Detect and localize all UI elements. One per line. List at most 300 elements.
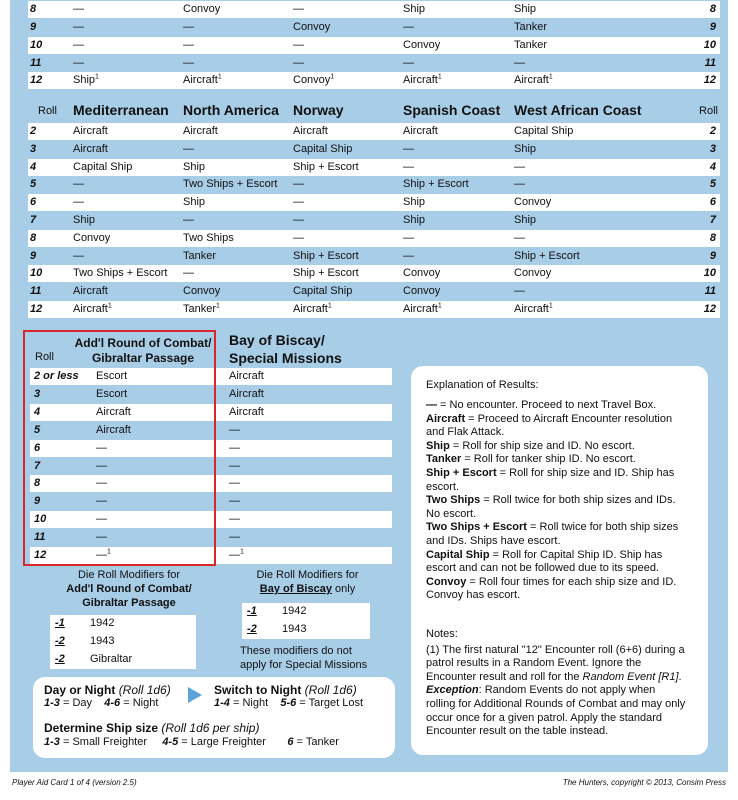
header-mediterranean: Mediterranean [73, 102, 169, 118]
cell-text: Ship + Escort [293, 160, 359, 173]
cell-text: 6 [709, 196, 716, 209]
cell-text: Convoy [293, 74, 331, 86]
cell-text: — [73, 21, 84, 33]
cell [183, 230, 234, 247]
roll-cell [30, 159, 66, 176]
roll-cell [668, 265, 716, 282]
roll-cell [668, 176, 716, 193]
cell-text: Convoy [514, 267, 552, 280]
cell [403, 301, 442, 318]
cell-text: Ship [403, 3, 426, 15]
cell [514, 212, 536, 229]
header-spanish-coast: Spanish Coast [403, 102, 501, 118]
cell [403, 230, 414, 247]
cell-text: — [73, 249, 84, 262]
roll-cell [30, 176, 66, 193]
explanation-text: = Roll for tanker ship ID. No escort. [461, 453, 636, 466]
footer-left: Player Aid Card 1 of 4 (version 2.5) [12, 778, 137, 787]
cell-text: 12 [703, 74, 716, 86]
cell-text: 2 [709, 125, 716, 137]
cell [229, 404, 264, 421]
cell [293, 265, 359, 282]
cell-text: Convoy [514, 196, 552, 209]
cell [514, 72, 553, 89]
footnote-mark: 1 [217, 73, 222, 81]
cell-text: — [183, 214, 194, 226]
footnote-mark: 1 [548, 302, 553, 310]
cell-text: — [73, 39, 84, 51]
cell-text: — [514, 285, 525, 298]
cell [514, 283, 525, 300]
cell [514, 37, 547, 54]
explanation-item [426, 494, 678, 521]
roll-cell [30, 194, 66, 211]
roll-cell [668, 123, 716, 140]
modifiers-combat-table: -1 1942 -2 1943 -2 Gibraltar [50, 615, 196, 669]
cell [514, 248, 580, 265]
cell [293, 19, 330, 36]
cell-text: 9 [30, 21, 37, 33]
cell-text: 9 [709, 249, 716, 262]
cell-text: 12 [30, 303, 43, 315]
cell-text: Aircraft [293, 303, 328, 315]
table-row [28, 141, 720, 158]
roll-cell [668, 194, 716, 211]
cell-text: — [293, 3, 304, 15]
cell [229, 475, 240, 492]
cell-text: — [403, 231, 414, 244]
cell [73, 72, 99, 89]
explanation-text: and Flak Attack. [426, 426, 505, 439]
cell-text: 12 [703, 303, 716, 315]
explanation-line [426, 467, 678, 481]
explanation-item [426, 549, 678, 576]
cell [514, 1, 536, 18]
cell-text: Aircraft [183, 74, 218, 86]
cell [73, 230, 110, 247]
explanation-key: Ship + Escort [426, 466, 497, 479]
explanation-title: Explanation of Results: [426, 379, 539, 391]
cell-text: Aircraft [293, 125, 328, 137]
explanation-text: and IDs. Ships have escort. [426, 534, 561, 547]
cell [183, 55, 194, 72]
cell-text: — [293, 196, 304, 209]
footnote-mark: 1 [240, 548, 244, 556]
cell-text: Ship [183, 196, 206, 209]
explanation-line [426, 535, 678, 549]
cell [514, 159, 525, 176]
cell [229, 368, 264, 385]
cell-text: 12 [34, 549, 47, 561]
cell-text: — [403, 249, 414, 262]
cell-text: 3 [30, 142, 37, 155]
cell-text: 5 [34, 423, 41, 436]
cell [183, 265, 194, 282]
cell [293, 283, 352, 300]
cell-text: 8 [30, 3, 37, 15]
cell [183, 176, 277, 193]
table-row [28, 248, 720, 265]
explanation-line [426, 576, 678, 590]
cell-text: 9 [709, 21, 716, 33]
cell-text: Aircraft [96, 423, 131, 436]
explanation-panel [411, 366, 708, 755]
day-night-title: Day or Night (Roll 1d6) [44, 683, 171, 697]
cell-text: Aircraft [229, 405, 264, 418]
cell [514, 265, 551, 282]
explanation-key: Ship [426, 439, 450, 452]
cell-text: — [183, 142, 194, 155]
cell-text: 9 [30, 249, 37, 262]
cell-text: — [183, 21, 194, 33]
cell-text: 3 [34, 387, 41, 400]
cell-text: 7 [709, 214, 716, 226]
roll-cell [668, 19, 716, 36]
day-night-panel [33, 677, 395, 758]
cell [73, 141, 108, 158]
cell [514, 230, 525, 247]
modifiers-biscay-note: These modifiers do not apply for Special Missions [240, 645, 368, 671]
cell-text: — [183, 267, 194, 280]
footnote-mark: 1 [548, 73, 553, 81]
explanation-line [426, 549, 678, 563]
cell-text: — [96, 441, 107, 454]
cell [514, 194, 551, 211]
cell-text: — [73, 3, 84, 15]
cell-text: Aircraft [403, 74, 438, 86]
table-row [28, 283, 720, 300]
cell [293, 194, 304, 211]
cell-text: 3 [709, 142, 716, 155]
roll-cell [668, 301, 716, 318]
roll-cell [668, 212, 716, 229]
cell [183, 141, 194, 158]
cell-text: 5 [30, 178, 37, 191]
explanation-item [426, 453, 678, 467]
explanation-key: Two Ships [426, 494, 481, 507]
cell-text: Convoy [183, 285, 221, 298]
cell [73, 123, 108, 140]
cell-text: — [96, 549, 107, 561]
roll-cell [30, 230, 66, 247]
cell-text: — [73, 196, 84, 209]
table-row [28, 1, 720, 18]
table-row [28, 19, 720, 36]
cell [73, 301, 112, 318]
cell-text: Convoy [183, 3, 221, 15]
cell [514, 19, 547, 36]
cell-text: Ship + Escort [514, 249, 580, 262]
cell-text: 7 [34, 459, 41, 472]
cell-text: Capital Ship [514, 125, 574, 137]
cell [403, 176, 469, 193]
footnote-mark: 1 [107, 302, 112, 310]
cell-text: — [96, 531, 107, 544]
cell [293, 141, 352, 158]
cell [403, 194, 425, 211]
explanation-text: = Roll for ship size and ID. Ship has [496, 466, 675, 479]
cell-text: Tanker [183, 249, 217, 262]
cell-text: Aircraft [514, 303, 549, 315]
cell-text: Convoy [73, 231, 111, 244]
cell-text: 10 [30, 39, 43, 51]
cell-text: 11 [34, 531, 46, 544]
table-row [28, 37, 720, 54]
roll-cell [30, 37, 66, 54]
cell-text: Convoy [403, 285, 441, 298]
cell [73, 248, 84, 265]
cell [514, 141, 536, 158]
cell-text: Two Ships [183, 231, 234, 244]
cell [403, 248, 414, 265]
cell-text: — [96, 477, 107, 490]
cell [514, 55, 525, 72]
cell [403, 19, 414, 36]
bottom-header-combat: Add'l Round of Combat/ Gibraltar Passage [74, 336, 212, 365]
cell [229, 440, 240, 457]
cell [514, 123, 573, 140]
cell-text: — [293, 39, 304, 51]
cell [73, 1, 84, 18]
roll-cell [668, 37, 716, 54]
explanation-key: Convoy [426, 575, 467, 588]
cell [293, 1, 304, 18]
highlight-box [23, 330, 216, 566]
cell [183, 194, 205, 211]
table-row [28, 212, 720, 229]
cell-text: Two Ships + Escort [183, 178, 278, 191]
header-north-america: North America [183, 102, 279, 118]
cell [403, 37, 440, 54]
cell-text: Two Ships + Escort [73, 267, 168, 280]
header-roll-left: Roll [38, 105, 57, 117]
explanation-text: = No encounter. Proceed to next Travel Box. [437, 399, 657, 411]
cell-text: Ship [514, 214, 537, 226]
cell [293, 212, 304, 229]
cell-text: — [514, 57, 525, 69]
cell [73, 19, 84, 36]
cell-text: Tanker [514, 21, 548, 33]
cell [229, 511, 240, 528]
roll-cell [30, 265, 66, 282]
explanation-item [426, 467, 678, 494]
cell-text: 4 [709, 160, 716, 173]
explanation-line [426, 494, 678, 508]
explanation-item [426, 440, 678, 454]
explanation-line [426, 453, 678, 467]
table-row [28, 72, 720, 89]
cell-text: 9 [34, 495, 41, 508]
cell [183, 1, 220, 18]
cell-text: Aircraft [183, 125, 218, 137]
explanation-key: Aircraft [426, 412, 466, 425]
roll-cell [30, 72, 66, 89]
cell [183, 283, 220, 300]
cell-text: 6 [34, 441, 41, 454]
explanation-line [426, 426, 678, 440]
footnote-mark: 1 [437, 302, 442, 310]
cell-text: — [96, 513, 107, 526]
table-row [28, 159, 720, 176]
explanation-text: = Roll for ship size and ID. No escort. [449, 439, 635, 452]
ship-size-title: Determine Ship size (Roll 1d6 per ship) [44, 721, 260, 735]
roll-cell [668, 159, 716, 176]
roll-cell [30, 19, 66, 36]
cell [229, 547, 244, 564]
footnote-mark: 1 [330, 73, 335, 81]
cell [73, 212, 95, 229]
explanation-item [426, 413, 678, 440]
cell-text: Capital Ship [293, 142, 353, 155]
cell [293, 123, 328, 140]
cell-text: — [96, 459, 107, 472]
explanation-line [426, 589, 678, 603]
cell-text: 12 [30, 74, 43, 86]
cell [293, 248, 359, 265]
cell [403, 212, 425, 229]
table-row [28, 194, 720, 211]
table-row [28, 230, 720, 247]
cell [229, 386, 264, 403]
cell [183, 37, 194, 54]
roll-cell [30, 141, 66, 158]
cell [514, 176, 525, 193]
explanation-line [426, 521, 678, 535]
footnote-mark: 1 [95, 73, 99, 81]
cell-text: Ship + Escort [293, 267, 359, 280]
roll-cell [668, 72, 716, 89]
cell-text: — [403, 21, 414, 33]
cell [293, 37, 304, 54]
cell-text: — [403, 57, 414, 69]
cell-text: 6 [30, 196, 37, 209]
cell-text: Convoy [293, 21, 331, 33]
cell-text: Ship + Escort [403, 178, 469, 191]
footer-right: The Hunters, copyright © 2013, Consim Press [562, 778, 726, 787]
cell [293, 301, 332, 318]
cell [183, 123, 218, 140]
cell-text: 11 [704, 285, 716, 298]
explanation-key: Two Ships + Escort [426, 521, 527, 534]
roll-cell [30, 55, 66, 72]
cell-text: Ship [183, 160, 206, 173]
modifiers-biscay-table: -1 1942 -2 1943 [242, 603, 370, 639]
cell-text: — [293, 57, 304, 69]
explanation-item [426, 521, 678, 548]
cell [183, 248, 216, 265]
cell [403, 283, 440, 300]
cell-text: — [229, 495, 240, 508]
modifiers-biscay-title: Die Roll Modifiers for Bay of Biscay only [256, 569, 359, 595]
explanation-line [426, 562, 678, 576]
cell-text: — [514, 178, 525, 191]
cell-text: 4 [30, 160, 37, 173]
switch-night-options: 1-4 = Night 5-6 = Target Lost [214, 697, 364, 709]
explanation-key: Capital Ship [426, 548, 490, 561]
cell [403, 265, 440, 282]
table-row [28, 55, 720, 72]
explanation-text: = Roll twice for both ship sizes [526, 521, 679, 534]
cell [229, 493, 240, 510]
cell-text: Aircraft [403, 125, 438, 137]
cell-text: — [293, 178, 304, 191]
arrow-right-icon [188, 687, 202, 703]
ship-size-options: 1-3 = Small Freighter 4-5 = Large Freighter 6 = Tanker [44, 736, 339, 748]
roll-cell [30, 1, 66, 18]
cell [403, 159, 414, 176]
roll-cell [30, 301, 66, 318]
explanation-text: = Proceed to Aircraft Encounter resolution [465, 412, 673, 425]
cell-text: Ship [73, 74, 96, 86]
cell-text: Escort [96, 387, 128, 400]
cell-text: Aircraft [96, 405, 131, 418]
cell-text: — [229, 549, 240, 561]
cell-text: 8 [709, 231, 716, 244]
cell-text: 5 [709, 178, 716, 191]
explanation-line [426, 413, 678, 427]
cell [73, 159, 132, 176]
cell-text: — [229, 531, 240, 544]
cell-text: Aircraft [403, 303, 438, 315]
cell [403, 55, 414, 72]
cell [73, 55, 84, 72]
bottom-header-roll: Roll [35, 351, 54, 363]
cell [293, 159, 359, 176]
cell-text: — [229, 513, 240, 526]
cell-text: 8 [30, 231, 37, 244]
cell [403, 123, 438, 140]
footnote-mark: 1 [327, 302, 332, 310]
cell-text: 11 [30, 57, 42, 69]
modifiers-combat-title: Die Roll Modifiers for Add'l Round of Combat/ Gibraltar Passage [66, 569, 192, 609]
cell-text: — [514, 231, 525, 244]
cell-text: — [183, 57, 194, 69]
roll-cell [668, 230, 716, 247]
cell [73, 194, 84, 211]
table-row [28, 265, 720, 282]
switch-night-title: Switch to Night (Roll 1d6) [214, 683, 357, 697]
roll-cell [30, 123, 66, 140]
explanation-text: = Roll four times for each ship size and ID. [466, 575, 677, 588]
cell [183, 72, 222, 89]
explanation-text: = Roll for Capital Ship ID. Ship has [489, 548, 663, 561]
cell-text: Ship [514, 3, 537, 15]
cell-text: 2 [30, 125, 37, 137]
explanation-list [426, 399, 678, 603]
cell-text: — [229, 423, 240, 436]
cell-text: 10 [703, 39, 716, 51]
footnote-mark: 1 [216, 302, 220, 310]
explanation-text: = Roll twice for both ship sizes and IDs. [480, 494, 676, 507]
roll-cell [668, 1, 716, 18]
bottom-header-biscay: Bay of Biscay/ Special Missions [229, 332, 342, 366]
table-row [28, 301, 720, 318]
cell [229, 529, 240, 546]
cell [403, 72, 442, 89]
cell-text: Capital Ship [293, 285, 353, 298]
cell-text: 4 [34, 405, 41, 418]
cell [183, 19, 194, 36]
cell-text: Aircraft [514, 74, 549, 86]
explanation-line [426, 399, 678, 413]
cell-text: — [229, 441, 240, 454]
cell [229, 458, 240, 475]
explanation-text: escort and can not be followed due to its speed. [426, 562, 659, 575]
cell-text: Aircraft [73, 285, 108, 298]
cell-text: — [73, 178, 84, 191]
cell-text: Tanker [183, 303, 217, 315]
cell [183, 159, 205, 176]
